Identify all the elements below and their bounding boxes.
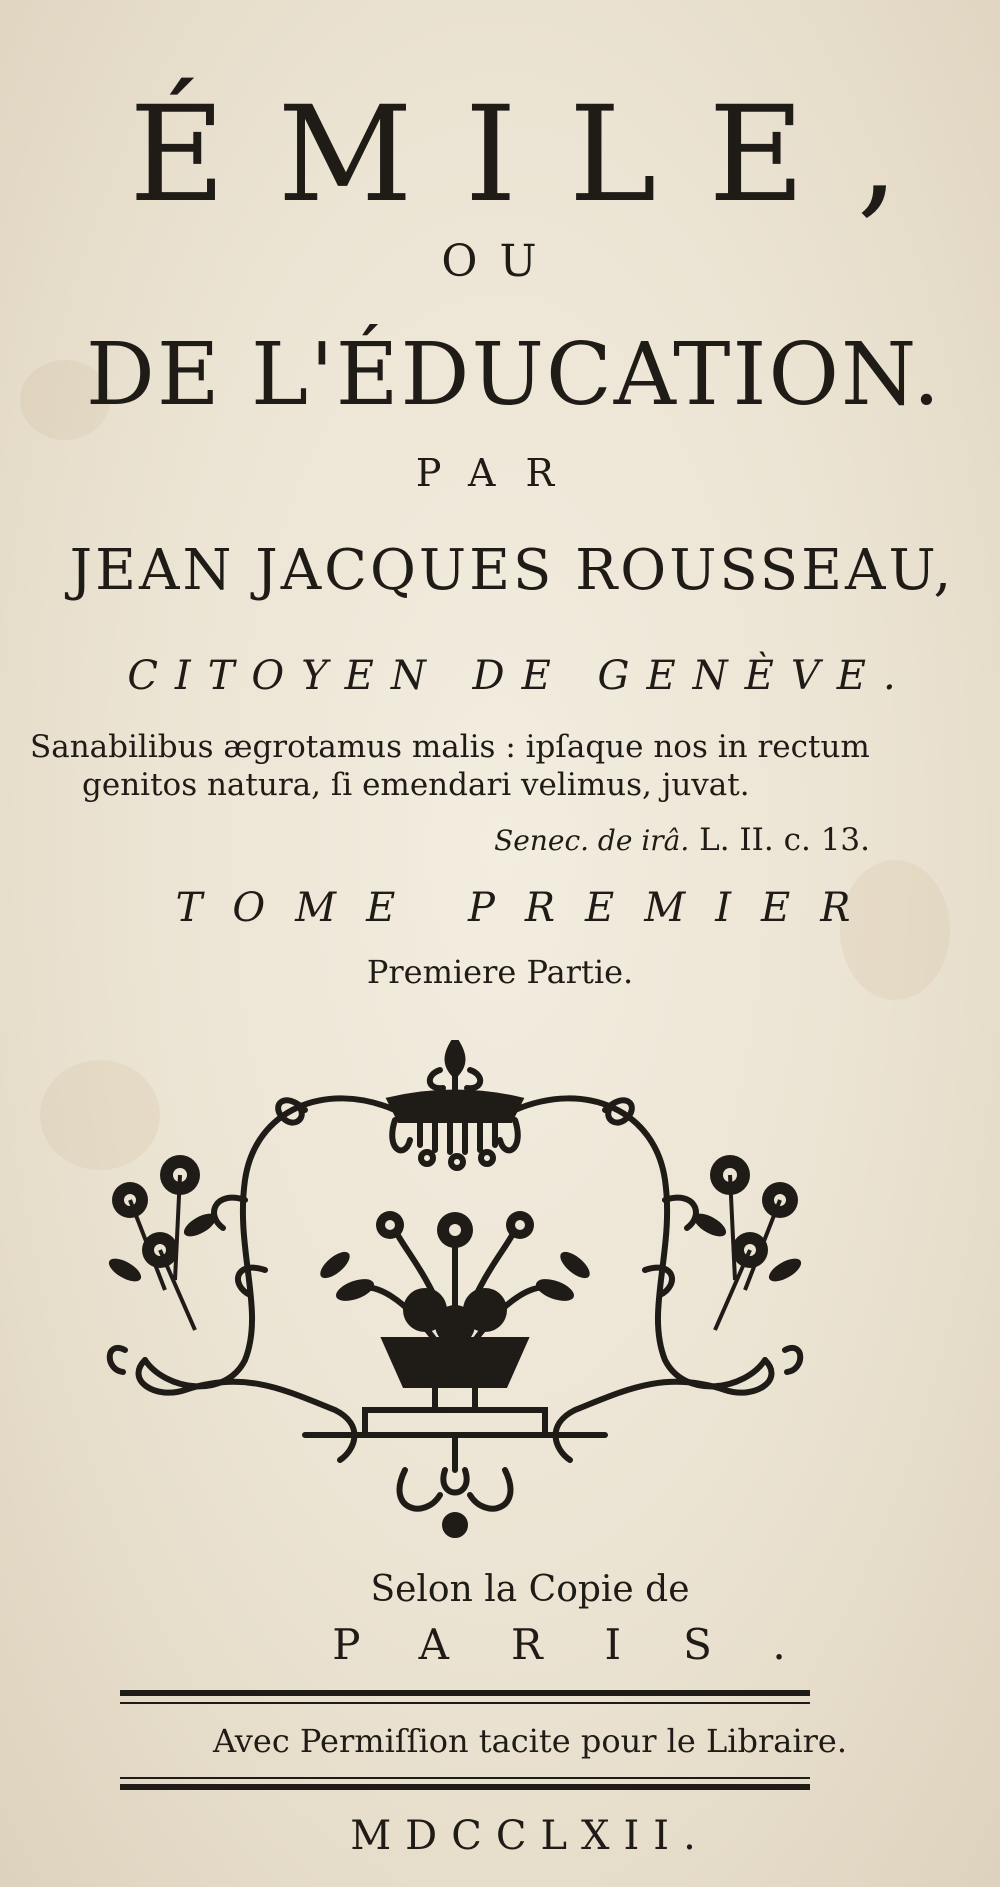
by-line: PAR <box>415 451 585 495</box>
epigraph-citation <box>494 820 870 861</box>
epigraph-line: Sanabilibus ægrotamus malis : ipſaque nos in rectum <box>30 729 870 765</box>
author-name: JEAN JACQUES ROUSSEAU, <box>69 538 955 603</box>
double-rule-thin <box>120 1702 810 1704</box>
double-rule-thick <box>120 1690 810 1696</box>
double-rule-thin <box>120 1777 810 1779</box>
double-rule-thick <box>120 1784 810 1790</box>
permission-notice: Avec Permiſſion tacite pour le Libraire. <box>212 1722 847 1760</box>
part-label: Premiere Partie. <box>366 953 634 991</box>
title-conjunction: OU <box>441 236 559 287</box>
book-title: ÉMILE, <box>129 78 951 232</box>
citation-reference: L. II. c. 13. <box>699 822 870 858</box>
epigraph-line: genitos natura, ſi emendari velimus, juvat. <box>82 767 750 803</box>
volume-label: TOME PREMIER <box>175 885 881 931</box>
author-citizenship: CITOYEN DE GENÈVE. <box>127 653 913 699</box>
publication-year: MDCCLXII. <box>350 1813 710 1859</box>
imprint-city: PARIS. <box>332 1620 848 1669</box>
citation-source: Senec. de irâ. <box>494 824 690 857</box>
imprint-line: Selon la Copie de <box>370 1569 690 1610</box>
epigraph <box>30 728 970 804</box>
floral-vignette-ornament <box>105 1040 805 1540</box>
book-subtitle: DE L'ÉDUCATION. <box>85 325 943 425</box>
